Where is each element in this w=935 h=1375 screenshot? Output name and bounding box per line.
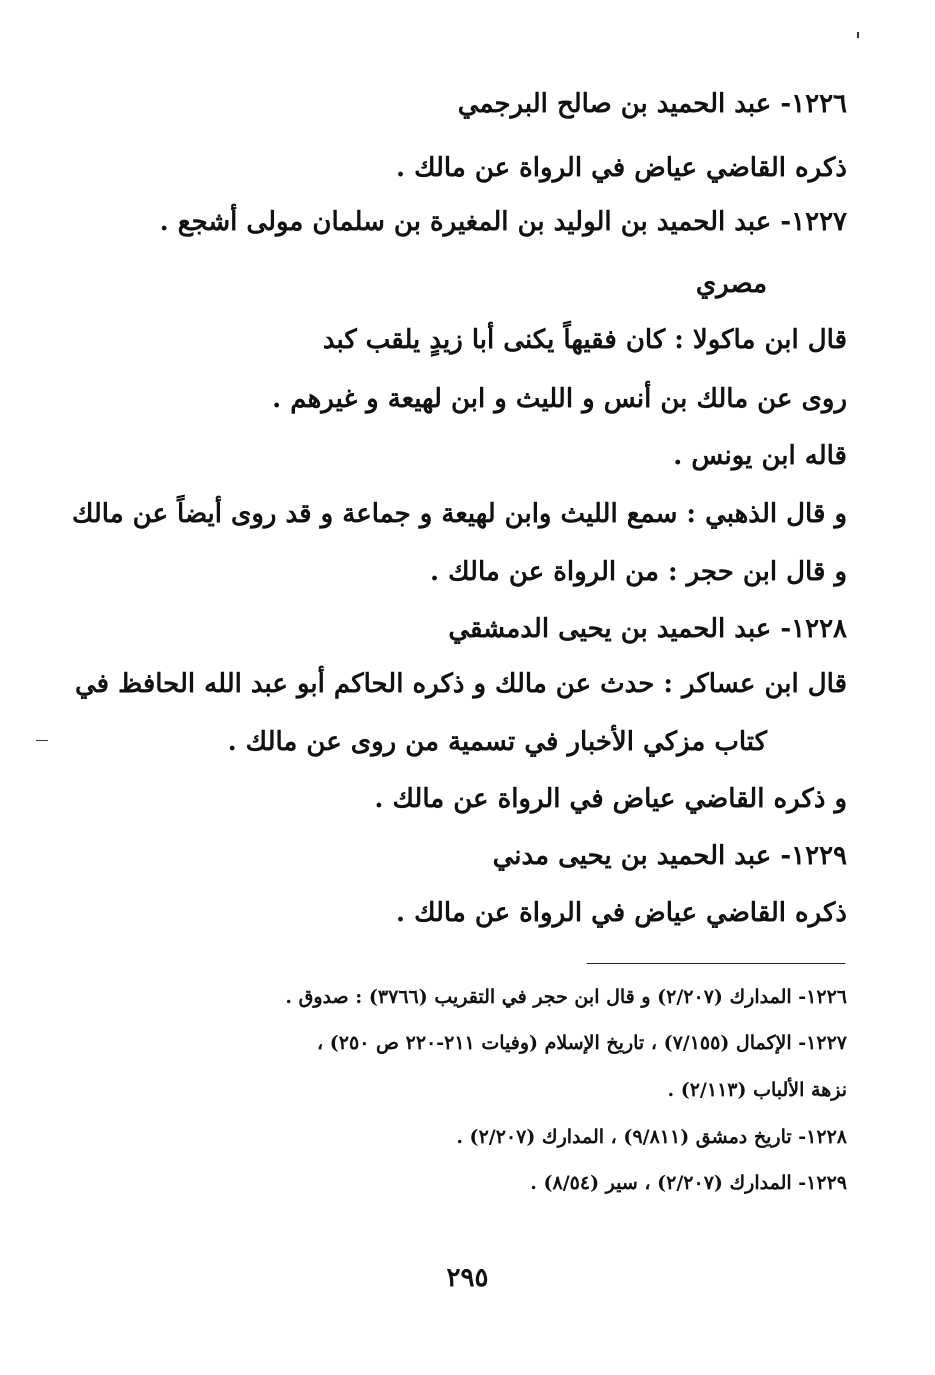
footnote-1226: ١٢٢٦- المدارك (٢/٢٠٧) و قال ابن حجر في التقريب (٣٧٦٦) : صدوق .: [285, 986, 847, 1008]
entry-heading-1227: ١٢٢٧- عبد الحميد بن الوليد بن المغيرة بن سلمان مولى أشجع .: [159, 207, 847, 237]
entry-line: ذكره القاضي عياض في الرواة عن مالك .: [395, 898, 847, 928]
scan-mark: [36, 740, 48, 741]
scan-mark: [857, 32, 859, 38]
footnote-line: نزهة الألباب (٢/١١٣) .: [667, 1079, 847, 1101]
entry-heading-1229: ١٢٢٩- عبد الحميد بن يحيى مدني: [492, 841, 847, 871]
entry-line: قاله ابن يونس .: [673, 441, 847, 471]
footnote-1227: ١٢٢٧- الإكمال (٧/١٥٥) ، تاريخ الإسلام (وفيات ٢١١-٢٢٠ ص ٢٥٠) ،: [317, 1032, 847, 1054]
entry-line: كتاب مزكي الأخبار في تسمية من روى عن مالك .: [227, 727, 767, 757]
entry-line: مصري: [695, 269, 767, 299]
entry-line: و قال ابن حجر : من الرواة عن مالك .: [430, 557, 847, 587]
entry-heading-1226: ١٢٢٦- عبد الحميد بن صالح البرجمي: [457, 89, 847, 119]
footnote-separator: [587, 963, 845, 964]
entry-heading-1228: ١٢٢٨- عبد الحميد بن يحيى الدمشقي: [448, 614, 847, 644]
entry-line: ذكره القاضي عياض في الرواة عن مالك .: [395, 153, 847, 183]
entry-line: و ذكره القاضي عياض في الرواة عن مالك .: [374, 784, 847, 814]
entry-line: قال ابن ماكولا : كان فقيهاً يكنى أبا زيدٍ يلقب كبد: [322, 325, 847, 355]
entry-line: و قال الذهبي : سمع الليث وابن لهيعة و جماعة و قد روى أيضاً عن مالك: [71, 499, 847, 529]
page-number: ٢٩٥: [446, 1263, 489, 1293]
entry-line: روى عن مالك بن أنس و الليث و ابن لهيعة و غيرهم .: [272, 384, 847, 414]
footnote-1228: ١٢٢٨- تاريخ دمشق (٩/٨١١) ، المدارك (٢/٢٠٧) .: [456, 1126, 847, 1148]
footnote-1229: ١٢٢٩- المدارك (٢/٢٠٧) ، سير (٨/٥٤) .: [530, 1172, 847, 1194]
entry-line: قال ابن عساكر : حدث عن مالك و ذكره الحاكم أبو عبد الله الحافظ في: [74, 669, 847, 699]
